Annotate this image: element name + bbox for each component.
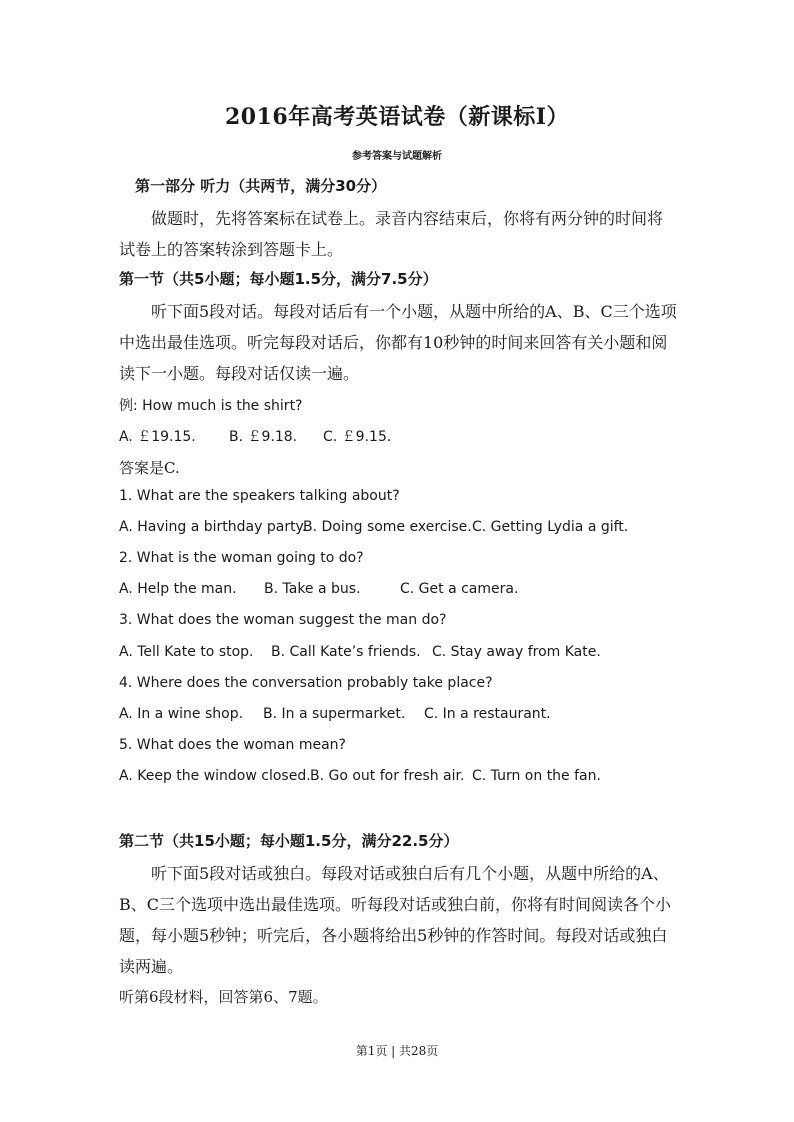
question-4: 4. Where does the conversation probably take place? bbox=[119, 675, 493, 691]
question-1-option-c: C. Getting Lydia a gift. bbox=[472, 519, 629, 535]
part1-intro-line-1: 做题时，先将答案标在试卷上。录音内容结束后，你将有两分钟的时间将 bbox=[151, 209, 664, 228]
question-3-option-a: A. Tell Kate to stop. bbox=[119, 644, 254, 660]
question-3-options bbox=[119, 644, 601, 660]
question-5-option-a: A. Keep the window closed. bbox=[119, 768, 311, 784]
question-2-option-a: A. Help the man. bbox=[119, 581, 237, 597]
example-options bbox=[119, 426, 391, 446]
section1-intro-line-2: 中选出最佳选项。听完每段对话后，你都有10秒钟的时间来回答有关小题和阅 bbox=[119, 333, 668, 352]
question-1-option-b: B. Doing some exercise. bbox=[303, 519, 472, 535]
question-1-option-a: A. Having a birthday party. bbox=[119, 519, 307, 535]
document-title: 2016年高考英语试卷（新课标Ⅰ） bbox=[224, 104, 570, 130]
document-subtitle: 参考答案与试题解析 bbox=[352, 151, 442, 162]
question-1-options bbox=[119, 519, 628, 535]
question-5-option-b: B. Go out for fresh air. bbox=[310, 768, 465, 784]
example-option-c: C. ￡9.15. bbox=[323, 429, 392, 445]
question-4-option-b: B. In a supermarket. bbox=[263, 706, 406, 722]
question-2: 2. What is the woman going to do? bbox=[119, 550, 364, 566]
question-2-option-b: B. Take a bus. bbox=[264, 581, 361, 597]
question-3-option-b: B. Call Kate’s friends. bbox=[271, 644, 421, 660]
question-3-option-c: C. Stay away from Kate. bbox=[432, 644, 601, 660]
section1-intro-line-3: 读下一小题。每段对话仅读一遍。 bbox=[119, 364, 360, 383]
question-4-options bbox=[119, 706, 551, 722]
question-1: 1. What are the speakers talking about? bbox=[119, 488, 400, 504]
question-4-option-c: C. In a restaurant. bbox=[424, 706, 551, 722]
section2-heading: 第二节（共15小题；每小题1.5分，满分22.5分） bbox=[119, 832, 459, 850]
question-2-options bbox=[119, 581, 518, 597]
part1-heading: 第一部分 听力（共两节，满分30分） bbox=[135, 177, 387, 195]
example-option-a: A. ￡19.15. bbox=[119, 429, 196, 445]
question-4-option-a: A. In a wine shop. bbox=[119, 706, 244, 722]
section1-heading: 第一节（共5小题；每小题1.5分，满分7.5分） bbox=[119, 270, 438, 288]
section2-intro-line-1: 听下面5段对话或独白。每段对话或独白后有几个小题，从题中所给的A、 bbox=[151, 864, 669, 883]
section2-intro-line-2: B、C三个选项中选出最佳选项。听每段对话或独白前，你将有时间阅读各个小 bbox=[119, 895, 672, 914]
question-2-option-c: C. Get a camera. bbox=[400, 581, 519, 597]
question-5-options bbox=[119, 768, 601, 784]
section2-intro-line-3: 题，每小题5秒钟；听完后，各小题将给出5秒钟的作答时间。每段对话或独白 bbox=[119, 926, 668, 945]
example-question: 例: How much is the shirt? bbox=[119, 398, 303, 414]
question-3: 3. What does the woman suggest the man do? bbox=[119, 612, 447, 628]
example-option-b: B. ￡9.18. bbox=[229, 429, 298, 445]
question-5: 5. What does the woman mean? bbox=[119, 737, 346, 753]
material-6-instruction: 听第6段材料，回答第6、7题。 bbox=[119, 988, 328, 1006]
section2-intro-line-4: 读两遍。 bbox=[119, 957, 184, 976]
part1-intro-line-2: 试卷上的答案转涂到答题卡上。 bbox=[119, 240, 344, 259]
example-answer: 答案是C. bbox=[119, 459, 180, 477]
page-footer: 第1页 | 共28页 bbox=[355, 1044, 439, 1058]
section1-intro-line-1: 听下面5段对话。每段对话后有一个小题，从题中所给的A、B、C三个选项 bbox=[151, 302, 677, 321]
question-5-option-c: C. Turn on the fan. bbox=[472, 768, 601, 784]
